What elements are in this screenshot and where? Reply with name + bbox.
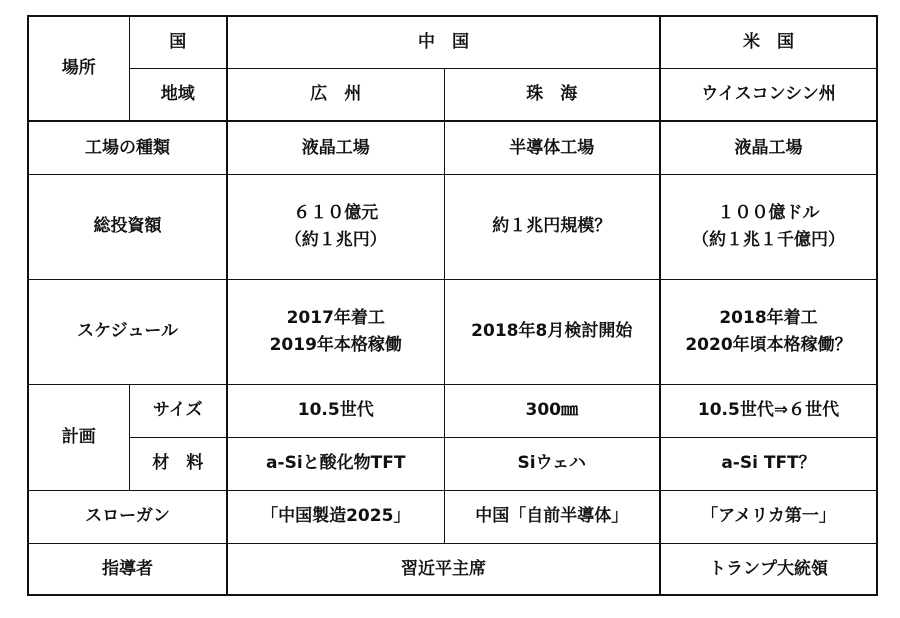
leader-china: 習近平主席	[227, 543, 660, 595]
factory-type-label: 工場の種類	[28, 121, 227, 174]
plan-material-label: 材 料	[129, 437, 227, 490]
schedule-guangzhou-start: 2017年着工	[286, 308, 385, 329]
schedule-guangzhou	[227, 279, 444, 384]
plan-label: 計画	[28, 384, 129, 490]
slogan-guangzhou: 「中国製造2025」	[227, 490, 444, 543]
slogan-wisconsin: 「アメリカ第一」	[660, 490, 877, 543]
region-wisconsin: ウイスコンシン州	[660, 68, 877, 121]
leader-label: 指導者	[28, 543, 227, 595]
schedule-zhuhai: 2018年8月検討開始	[444, 279, 660, 384]
investment-zhuhai: 約１兆円規模？	[444, 174, 660, 279]
schedule-wisconsin-start: 2018年着工	[719, 308, 818, 329]
slogan-zhuhai: 中国「自前半導体」	[444, 490, 660, 543]
factory-type-wisconsin: 液晶工場	[660, 121, 877, 174]
factory-type-zhuhai: 半導体工場	[444, 121, 660, 174]
investment-label: 総投資額	[28, 174, 227, 279]
schedule-wisconsin	[660, 279, 877, 384]
schedule-wisconsin-operation: 2020年頃本格稼働？	[685, 334, 852, 355]
schedule-guangzhou-operation: 2019年本格稼働	[269, 334, 402, 355]
factory-type-guangzhou: 液晶工場	[227, 121, 444, 174]
location-header: 場所	[28, 16, 129, 121]
investment-guangzhou-amount: ６１０億元	[293, 203, 379, 224]
region-zhuhai: 珠 海	[444, 68, 660, 121]
plan-material-wisconsin: a-Si TFT？	[660, 437, 877, 490]
investment-wisconsin-amount: １００億ドル	[717, 203, 820, 224]
plan-size-guangzhou: 10.5世代	[227, 384, 444, 437]
country-usa: 米 国	[660, 16, 877, 68]
country-header: 国	[129, 16, 227, 68]
plan-size-zhuhai: 300㎜	[444, 384, 660, 437]
plan-size-label: サイズ	[129, 384, 227, 437]
investment-guangzhou	[227, 174, 444, 279]
investment-wisconsin-yen: （約１兆１千億円）	[692, 229, 845, 250]
region-header: 地域	[129, 68, 227, 121]
investment-guangzhou-yen: （約１兆円）	[284, 229, 387, 250]
plan-material-guangzhou: a-Siと酸化物TFT	[227, 437, 444, 490]
plan-material-zhuhai: Siウェハ	[444, 437, 660, 490]
comparison-table	[27, 15, 878, 596]
leader-usa: トランプ大統領	[660, 543, 877, 595]
schedule-label: スケジュール	[28, 279, 227, 384]
slogan-label: スローガン	[28, 490, 227, 543]
country-china: 中 国	[227, 16, 660, 68]
plan-size-wisconsin: 10.5世代⇒６世代	[660, 384, 877, 437]
investment-wisconsin	[660, 174, 877, 279]
region-guangzhou: 広 州	[227, 68, 444, 121]
